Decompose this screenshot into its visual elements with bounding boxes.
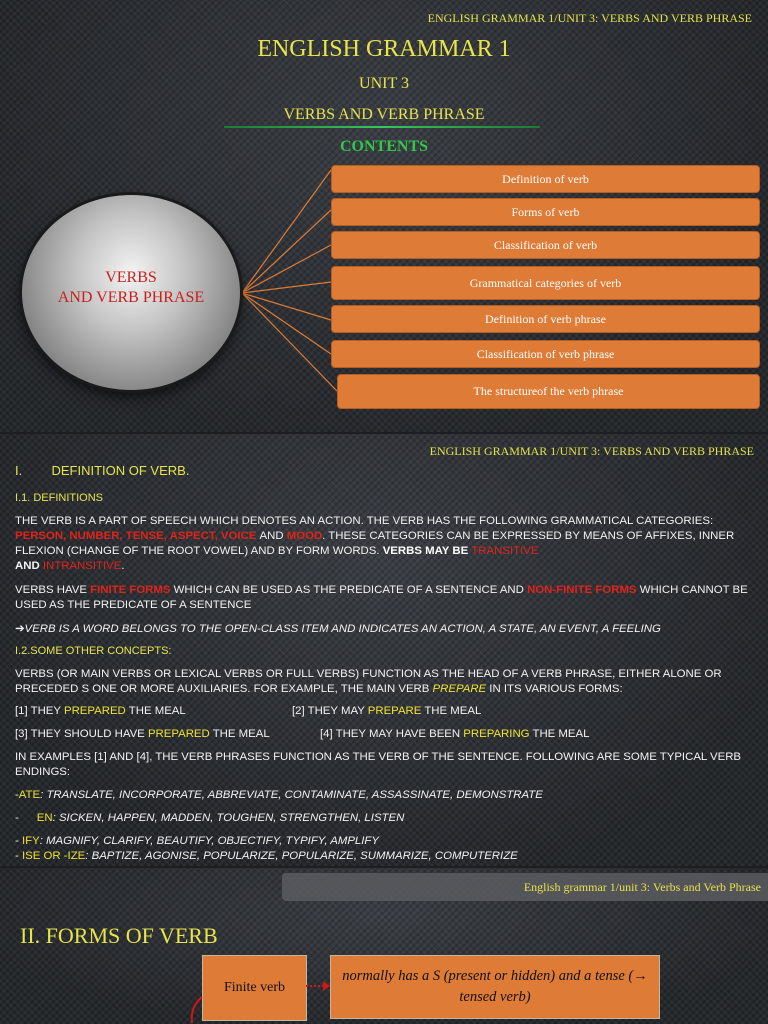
finite-verb-description bbox=[330, 955, 660, 1019]
example-3 bbox=[15, 727, 270, 742]
topic-classification-of-verb-phrase[interactable]: Classification of verb phrase bbox=[331, 340, 760, 368]
circle-label-line1: VERBS bbox=[105, 269, 157, 286]
topic-structure-of-verb-phrase[interactable]: The structureof the verb phrase bbox=[337, 374, 760, 409]
slide-title: ENGLISH GRAMMAR 1 bbox=[257, 36, 511, 62]
circle-label bbox=[22, 268, 240, 308]
text: : MAGNIFY, CLARIFY, BEAUTIFY, OBJECTIFY, TYPIFY, AMPLIFY bbox=[39, 835, 379, 847]
prepare-highlight: PREPARE bbox=[432, 683, 487, 695]
slide-forms-of-verb bbox=[0, 868, 768, 1024]
mood-highlight: MOOD bbox=[286, 530, 323, 542]
text: AND bbox=[15, 560, 43, 572]
text: WHICH CANNOT BE USED AS THE PREDICATE OF A SENTENCE bbox=[15, 584, 748, 611]
text: WHICH CAN BE USED AS THE PREDICATE OF A SENTENCE AND bbox=[170, 584, 528, 596]
text: THE MEAL bbox=[421, 705, 482, 717]
non-finite-forms-highlight: NON-FINITE FORMS bbox=[527, 584, 637, 596]
text: - bbox=[15, 835, 22, 847]
finite-verb-box: Finite verb bbox=[202, 955, 307, 1021]
text: AND bbox=[259, 530, 287, 542]
text: VERBS (OR MAIN VERBS OR LEXICAL VERBS OR FULL VERBS) FUNCTION AS THE HEAD OF A VERB PHRASE, EITHER ALONE OR PRECEDED S ONE OR MORE AUXILIARIES. FOR EXAMPLE, THE MAIN VERB bbox=[15, 668, 722, 695]
topic-definition-of-verb[interactable]: Definition of verb bbox=[331, 165, 760, 193]
suffix-highlight: IFY bbox=[21, 835, 40, 847]
example-2 bbox=[292, 704, 481, 719]
verb-highlight: PREPARED bbox=[63, 705, 126, 717]
suffix-highlight: ATE bbox=[18, 789, 41, 801]
red-curve-line bbox=[180, 993, 210, 1024]
connector-line bbox=[242, 282, 331, 293]
topic-grammatical-categories[interactable]: Grammatical categories of verb bbox=[331, 266, 760, 300]
example-1 bbox=[15, 704, 186, 719]
arrow-note bbox=[15, 622, 757, 637]
text: THE MEAL bbox=[125, 705, 186, 717]
slide-header: English grammar 1/unit 3: Verbs and Verb Phrase bbox=[523, 880, 761, 894]
concepts-paragraph bbox=[15, 667, 757, 697]
suffix-highlight: EN bbox=[36, 812, 53, 824]
dotted-arrow-icon bbox=[305, 976, 331, 996]
text: VERBS HAVE bbox=[15, 584, 91, 596]
right-arrow-icon: → bbox=[633, 968, 648, 984]
slide-title: II. FORMS OF VERB bbox=[20, 923, 218, 948]
verb-highlight: PREPARED bbox=[147, 728, 210, 740]
unit-label: UNIT 3 bbox=[359, 75, 409, 92]
text: : SICKEN, HAPPEN, MADDEN, TOUGHEN, STRENGTHEN, LISTEN bbox=[52, 812, 405, 824]
slide-header: ENGLISH GRAMMAR 1/UNIT 3: VERBS AND VERB PHRASE bbox=[427, 11, 752, 25]
ending-ise-ize bbox=[15, 849, 518, 864]
finite-forms-highlight: FINITE FORMS bbox=[90, 584, 171, 596]
text: . bbox=[121, 560, 125, 572]
endings-intro: IN EXAMPLES [1] AND [4], THE VERB PHRASES FUNCTION AS THE VERB OF THE SENTENCE. FOLLOWING ARE SOME TYPICAL VERB ENDINGS: bbox=[15, 751, 742, 778]
subheading-other-concepts: I.2.SOME OTHER CONCEPTS: bbox=[15, 645, 172, 657]
connector-line bbox=[242, 210, 331, 293]
circle-label-line2: AND VERB PHRASE bbox=[57, 289, 205, 306]
ending-en bbox=[15, 811, 404, 826]
text: - bbox=[15, 789, 19, 801]
text: [1] THEY bbox=[15, 705, 64, 717]
suffix-highlight: ISE OR -IZE bbox=[21, 850, 86, 862]
example-4 bbox=[320, 727, 589, 742]
text: : BAPTIZE, AGONISE, POPULARIZE, POPULARIZE, SUMMARIZE, COMPUTERIZE bbox=[85, 850, 518, 862]
slide-header: ENGLISH GRAMMAR 1/UNIT 3: VERBS AND VERB PHRASE bbox=[429, 444, 754, 458]
connector-line bbox=[242, 293, 331, 354]
definition-paragraph bbox=[15, 514, 757, 574]
forms-paragraph bbox=[15, 583, 757, 613]
section-heading bbox=[15, 463, 189, 478]
text: normally has a S (present or hidden) and a tense ( bbox=[342, 968, 634, 984]
arrow-note-text: VERB IS A WORD BELONGS TO THE OPEN-CLASS ITEM AND INDICATES AN ACTION, A STATE, AN EVENT, A FEELING bbox=[24, 623, 661, 635]
text: . THESE CATEGORIES CAN BE EXPRESSED BY MEANS OF AFFIXES, INNER FLEXION (CHANGE OF THE ROOT VOWEL) AND BY FORM WORDS. bbox=[15, 530, 735, 557]
slide-contents bbox=[0, 0, 768, 432]
arrow-icon: ➔ bbox=[15, 623, 25, 635]
contents-heading: CONTENTS bbox=[339, 138, 429, 155]
verb-highlight: PREPARING bbox=[463, 728, 530, 740]
text: THE VERB IS A PART OF SPEECH WHICH DENOTES AN ACTION. THE VERB HAS THE FOLLOWING GRAMMATICAL CATEGORIES: bbox=[15, 515, 714, 527]
verb-highlight: PREPARE bbox=[367, 705, 422, 717]
topic-definition-of-verb-phrase[interactable]: Definition of verb phrase bbox=[331, 305, 760, 333]
ending-ify bbox=[15, 834, 379, 849]
topic-classification-of-verb[interactable]: Classification of verb bbox=[331, 231, 760, 259]
text: [3] THEY SHOULD HAVE bbox=[15, 728, 148, 740]
subheading-definitions: I.1. DEFINITIONS bbox=[15, 492, 104, 504]
text: [2] THEY MAY bbox=[292, 705, 368, 717]
text: VERBS MAY BE bbox=[379, 545, 472, 557]
connector-line bbox=[242, 170, 331, 293]
section-title: DEFINITION OF VERB. bbox=[51, 463, 190, 478]
slide-subtitle: VERBS AND VERB PHRASE bbox=[283, 106, 485, 123]
categories-highlight: PERSON, NUMBER, TENSE, ASPECT, VOICE bbox=[15, 530, 260, 542]
text: THE MEAL bbox=[209, 728, 270, 740]
text: - bbox=[15, 812, 19, 824]
ending-ate bbox=[15, 788, 543, 803]
text: tensed verb) bbox=[459, 989, 531, 1005]
text: IN ITS VARIOUS FORMS: bbox=[486, 683, 623, 695]
text: - bbox=[15, 850, 22, 862]
text: [4] THEY MAY HAVE BEEN bbox=[320, 728, 464, 740]
section-number: I. bbox=[15, 463, 23, 478]
slide-definition-of-verb bbox=[0, 434, 768, 866]
text: : TRANSLATE, INCORPORATE, ABBREVIATE, CONTAMINATE, ASSASSINATE, DEMONSTRATE bbox=[40, 789, 543, 801]
text: THE MEAL bbox=[529, 728, 590, 740]
transitive-highlight: TRANSITIVE bbox=[471, 545, 539, 557]
intransitive-highlight: INTRANSITIVE bbox=[42, 560, 122, 572]
topic-forms-of-verb[interactable]: Forms of verb bbox=[331, 198, 760, 226]
